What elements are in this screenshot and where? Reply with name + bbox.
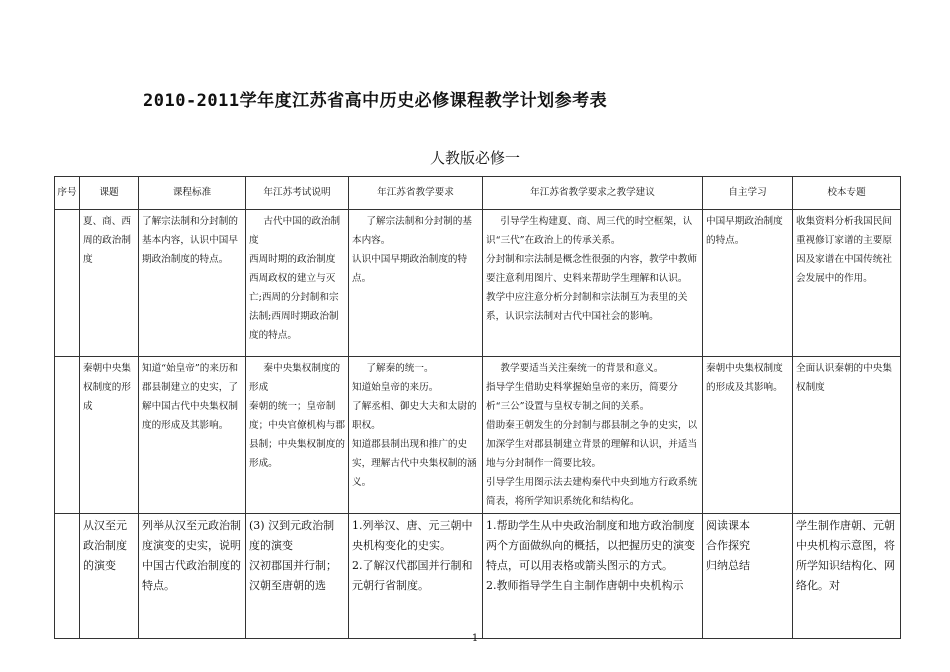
exam-cell: 秦中央集权制度的形成 秦朝的统一；皇帝制度；中央官僚机构与郡县制；中央集权制度的形成。 bbox=[246, 357, 349, 514]
row-number bbox=[55, 357, 80, 514]
header-topic: 课题 bbox=[80, 177, 139, 210]
suggestion-cell: 1.帮助学生从中央政治制度和地方政治制度两个方面做纵向的概括，以把握历史的演变特点，可以用表格或箭头图示的方式。 2.教师指导学生自主制作唐朝中央机构示 bbox=[483, 514, 703, 639]
topic-cell: 夏、商、西周的政治制度 bbox=[80, 210, 139, 357]
standard-cell: 列举从汉至元政治制度演变的史实，说明中国古代政治制度的特点。 bbox=[139, 514, 246, 639]
page-number: 1 bbox=[471, 633, 479, 644]
exam-cell: 古代中国的政治制度 西周时期的政治制度 西周政权的建立与灭亡;西周的分封制和宗法制;西周时期政治制度的特点。 bbox=[246, 210, 349, 357]
row-number bbox=[55, 514, 80, 639]
standard-cell: 了解宗法制和分封制的基本内容，认识中国早期政治制度的特点。 bbox=[139, 210, 246, 357]
document-subtitle: 人教版必修一 bbox=[429, 149, 520, 167]
requirement-cell: 了解宗法制和分封制的基本内容。 认识中国早期政治制度的特点。 bbox=[349, 210, 483, 357]
requirement-cell: 了解秦的统一。 知道始皇帝的来历。 了解丞相、御史大夫和太尉的职权。 知道郡县制出现和推广的史实，理解古代中央集权制的涵义。 bbox=[349, 357, 483, 514]
school-topic-cell: 收集资料分析我国民间重视修订家谱的主要原因及家谱在中国传统社会发展中的作用。 bbox=[793, 210, 901, 357]
table-row bbox=[55, 357, 901, 514]
suggestion-cell: 引导学生构建夏、商、周三代的时空框架，认识“三代”在政治上的传承关系。 分封制和宗法制是概念性很强的内容，教学中教师要注意利用图片、史料来帮助学生理解和认识。 教学中应注意分析分封制和宗法制互为表里的关系，认识宗法制对古代中国社会的影响。 bbox=[483, 210, 703, 357]
header-suggestion: 年江苏省教学要求之教学建议 bbox=[483, 177, 703, 210]
header-exam: 年江苏考试说明 bbox=[246, 177, 349, 210]
school-topic-cell: 全面认识秦朝的中央集权制度 bbox=[793, 357, 901, 514]
header-school: 校本专题 bbox=[793, 177, 901, 210]
exam-cell: (3) 汉到元政治制度的演变 汉初郡国并行制；汉朝至唐朝的选 bbox=[246, 514, 349, 639]
table-row bbox=[55, 210, 901, 357]
teaching-plan-table bbox=[54, 176, 901, 639]
topic-cell: 从汉至元政治制度的演变 bbox=[80, 514, 139, 639]
requirement-cell: 1.列举汉、唐、元三朝中央机构变化的史实。 2.了解汉代郡国并行制和元朝行省制度。 bbox=[349, 514, 483, 639]
suggestion-cell: 教学要适当关注秦统一的背景和意义。 指导学生借助史料掌握始皇帝的来历，简要分析“三公”设置与皇权专制之间的关系。 借助秦王朝发生的分封制与郡县制之争的史实，以加深学生对郡县制建立背景的理解和认识，并适当地与分封制作一简要比较。 引导学生用图示法去建构秦代中央到地方行政系统简表，将所学知识系统化和结构化。 bbox=[483, 357, 703, 514]
row-number bbox=[55, 210, 80, 357]
table-header-row bbox=[55, 177, 901, 210]
header-no: 序号 bbox=[55, 177, 80, 210]
standard-cell: 知道“始皇帝”的来历和郡县制建立的史实，了解中国古代中央集权制度的形成及其影响。 bbox=[139, 357, 246, 514]
header-requirement: 年江苏省教学要求 bbox=[349, 177, 483, 210]
self-study-cell: 秦朝中央集权制度的形成及其影响。 bbox=[703, 357, 793, 514]
self-study-cell: 中国早期政治制度的特点。 bbox=[703, 210, 793, 357]
topic-cell: 秦朝中央集权制度的形成 bbox=[80, 357, 139, 514]
header-standard: 课程标准 bbox=[139, 177, 246, 210]
table-row bbox=[55, 514, 901, 639]
self-study-cell: 阅读课本 合作探究 归纳总结 bbox=[703, 514, 793, 639]
document-title: 2010-2011学年度江苏省高中历史必修课程教学计划参考表 bbox=[143, 91, 608, 111]
school-topic-cell: 学生制作唐朝、元朝中央机构示意图，将所学知识结构化、网络化。对 bbox=[793, 514, 901, 639]
header-self-study: 自主学习 bbox=[703, 177, 793, 210]
